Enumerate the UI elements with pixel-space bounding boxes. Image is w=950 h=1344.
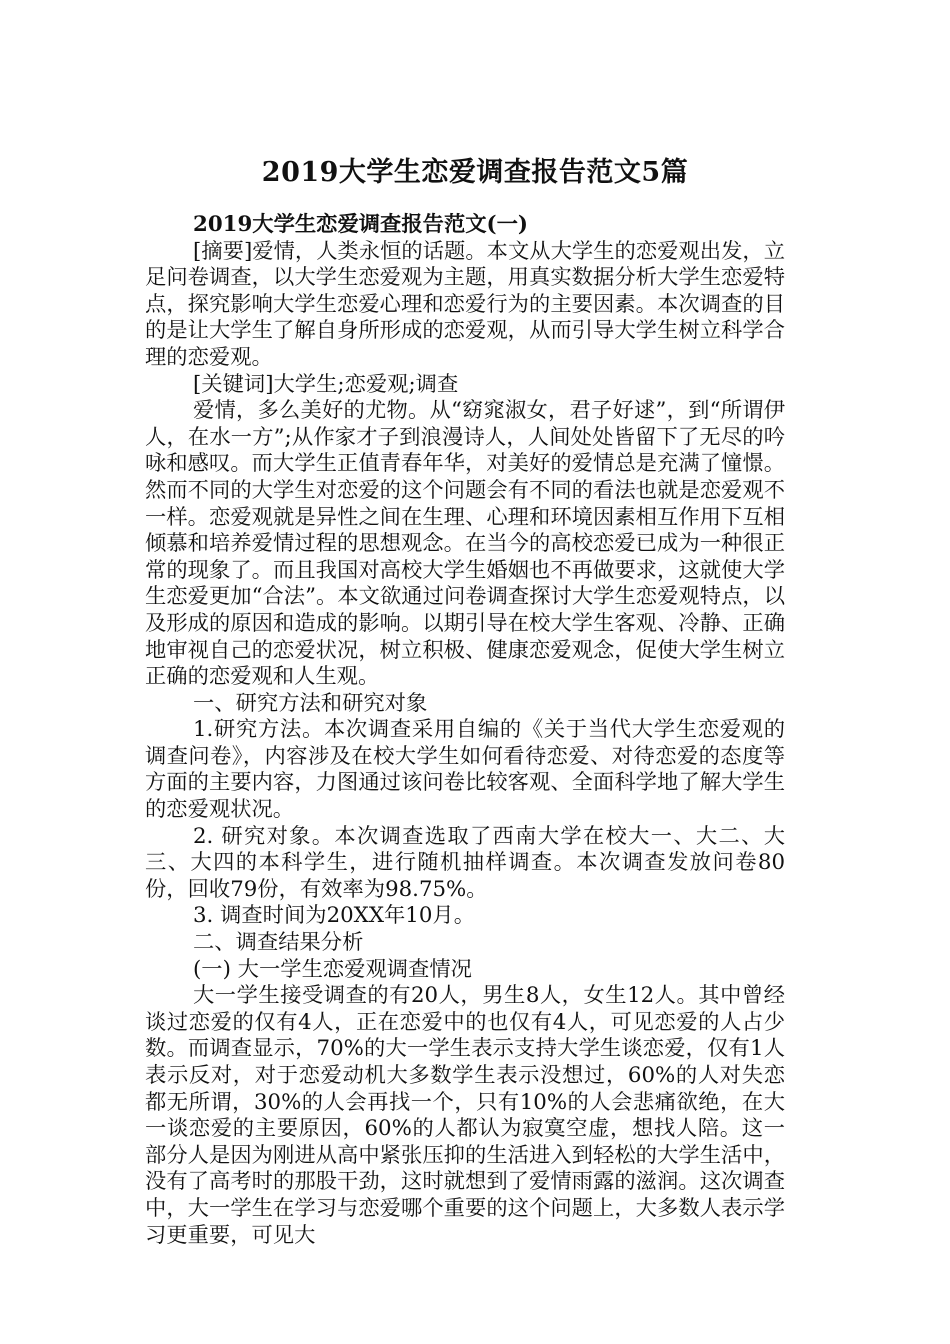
time-paragraph: 3. 调查时间为20XX年10月。 <box>193 903 475 929</box>
section-heading: 2019大学生恋爱调查报告范文(一) <box>193 212 528 237</box>
keywords-paragraph: [关键词]大学生;恋爱观;调查 <box>193 371 459 397</box>
freshmen-paragraph: 大一学生接受调查的有20人，男生8人，女生12人。其中曾经谈过恋爱的仅有4人，正在恋爱中的也仅有4人，可见恋爱的人占少数。而调查显示，70%的大一学生表示支持大学生谈恋爱，仅有1人表示反对，对于恋爱动机大多数学生表示没想过，60%的人对失恋都无所谓，30%的人会再找一个，只有10%的人会悲痛欲绝，在大一谈恋爱的主要原因，60%的人都认为寂寞空虚，想找人陪。这一部分人是因为刚进从高中紧张压抑的生活进入到轻松的大学生活中，没有了高考时的那股干劲，这时就想到了爱情雨露的滋润。这次调查中，大一学生在学习与恋爱哪个重要的这个问题上，大多数人表示学习更重要，可见大 <box>145 983 785 1248</box>
method-paragraph: 1.研究方法。本次调查采用自编的《关于当代大学生恋爱观的调查问卷》，内容涉及在校大学生如何看待恋爱、对待恋爱的态度等方面的主要内容，力图通过该问卷比较客观、全面科学地了解大学生的恋爱观状况。 <box>145 717 785 823</box>
document-title: 2019大学生恋爱调查报告范文5篇 <box>261 157 689 188</box>
document-body <box>145 212 785 1249</box>
heading-results: 二、调查结果分析 <box>193 930 364 956</box>
subheading-freshmen: (一) 大一学生恋爱观调查情况 <box>193 956 472 982</box>
abstract-paragraph: [摘要]爱情，人类永恒的话题。本文从大学生的恋爱观出发，立足问卷调查，以大学生恋爱观为主题，用真实数据分析大学生恋爱特点，探究影响大学生恋爱心理和恋爱行为的主要因素。本次调查的目的是让大学生了解自身所形成的恋爱观，从而引导大学生树立科学合理的恋爱观。 <box>145 238 785 370</box>
heading-methods: 一、研究方法和研究对象 <box>193 690 428 716</box>
subjects-paragraph: 2. 研究对象。本次调查选取了西南大学在校大一、大二、大三、大四的本科学生，进行随机抽样调查。本次调查发放问卷80份，回收79份，有效率为98.75%。 <box>145 823 785 902</box>
intro-paragraph: 爱情，多么美好的尤物。从“窈窕淑女，君子好逑”，到“所谓伊人，在水一方”;从作家才子到浪漫诗人，人间处处皆留下了无尽的吟咏和感叹。而大学生正值青春年华，对美好的爱情总是充满了憧憬。然而不同的大学生对恋爱的这个问题会有不同的看法也就是恋爱观不一样。恋爱观就是异性之间在生理、心理和环境因素相互作用下互相倾慕和培养爱情过程的思想观念。在当今的高校恋爱已成为一种很正常的现象了。而且我国对高校大学生婚姻也不再做要求，这就使大学生恋爱更加“合法”。本文欲通过问卷调查探讨大学生恋爱观特点，以及形成的原因和造成的影响。以期引导在校大学生客观、冷静、正确地审视自己的恋爱状况，树立积极、健康恋爱观念，促使大学生树立正确的恋爱观和人生观。 <box>145 398 785 690</box>
